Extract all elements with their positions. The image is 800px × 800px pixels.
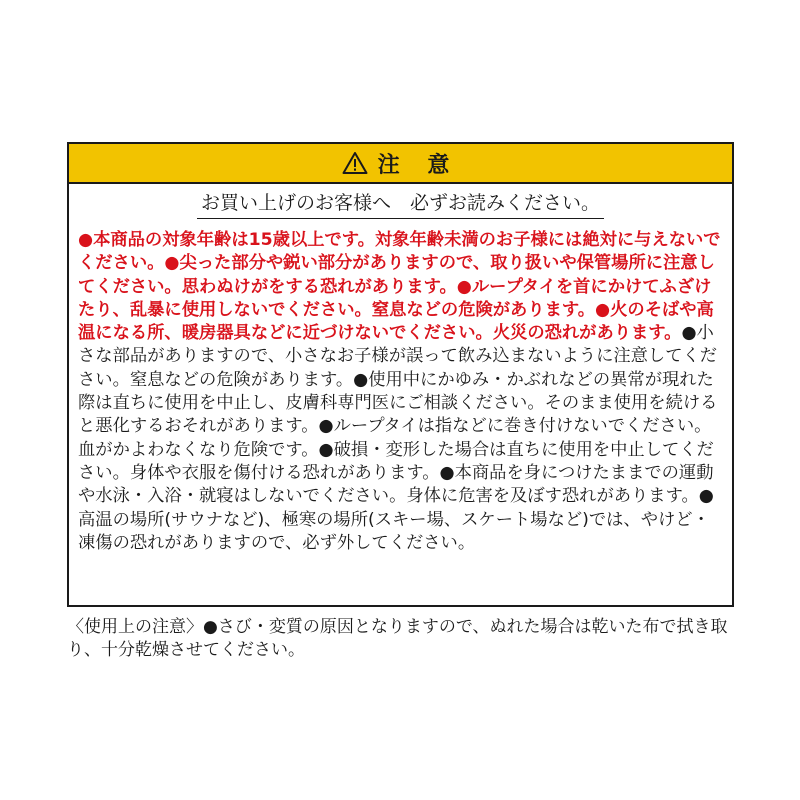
usage-note: 〈使用上の注意〉●さび・変質の原因となりますので、ぬれた場合は乾いた布で拭き取り、十分乾燥させてください。: [67, 617, 728, 660]
caution-box: [67, 142, 734, 607]
warning-triangle-icon: [342, 151, 368, 175]
caution-title: 注 意: [377, 152, 460, 178]
warning-body: [69, 229, 732, 555]
warning-text-red: ●本商品の対象年齢は15歳以上です。対象年齢未満のお子様には絶対に与えないでください。●尖った部分や鋭い部分がありますので、取り扱いや保管場所に注意してください。思わぬけがをする恐れがあります。●ループタイを首にかけてふざけたり、乱暴に使用しないでください。窒息などの危険があります。●火のそばや高温になる所、暖房器具などに近づけないでください。火災の恐れがあります。: [78, 230, 721, 344]
customer-notice-text: お買い上げのお客様へ 必ずお読みください。: [197, 189, 604, 219]
caution-header: [69, 144, 732, 184]
customer-notice: [69, 189, 732, 219]
warning-text-black: ●小さな部品がありますので、小さなお子様が誤って飲み込まないように注意してください。窒息などの危険があります。●使用中にかゆみ・かぶれなどの異常が現れた際は直ちに使用を中止し、皮膚科専門医にご相談ください。そのまま使用を続けると悪化するおそれがあります。●ループタイは指などに巻き付けないでください。血がかよわなくなり危険です。●破損・変形した場合は直ちに使用を中止してください。身体や衣服を傷付ける恐れがあります。●本商品を身につけたままでの運動や水泳・入浴・就寝はしないでください。身体に危害を及ぼす恐れがあります。●高温の場所(サウナなど)、極寒の場所(スキー場、スケート場など)では、やけど・凍傷の恐れがありますので、必ず外してください。: [78, 323, 718, 553]
